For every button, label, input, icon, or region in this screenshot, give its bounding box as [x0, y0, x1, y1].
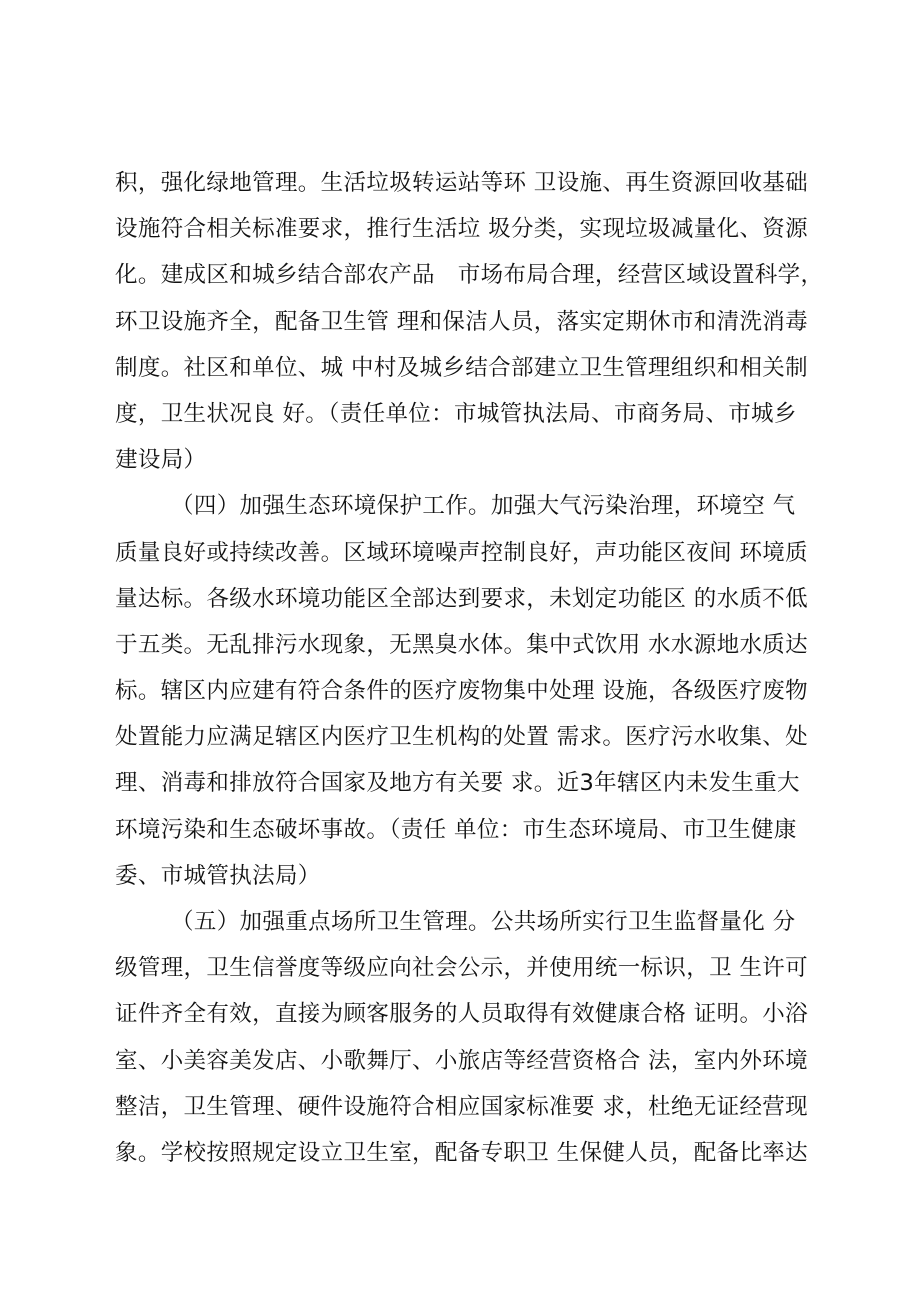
section-heading-line: （四）加强生态环境保护工作。加强大气污染治理，环境空 气	[171, 493, 796, 520]
text-line: 制度。社区和单位、城 中村及城乡结合部建立卫生管理组织和相关制	[115, 354, 809, 381]
body-text	[115, 160, 835, 1176]
section-heading-line: （五）加强重点场所卫生管理。公共场所实行卫生监督量化 分	[171, 909, 796, 935]
text-line: 理、消毒和排放符合国家及地方有关要 求。近3年辖区内未发生重大	[115, 770, 800, 797]
text-line: 积，强化绿地管理。生活垃圾转运站等环 卫设施、再生资源回收基础	[115, 170, 809, 196]
text-line: 建设局）	[115, 447, 207, 474]
text-line: 度，卫生状况良 好。（责任单位：市城管执法局、市商务局、市城乡	[115, 400, 797, 427]
text-line: 证件齐全有效，直接为顾客服务的人员取得有效健康合格 证明。小浴	[115, 1001, 809, 1028]
text-line: 环境污染和生态破坏事故。（责任 单位：市生态环境局、市卫生健康	[115, 816, 797, 843]
text-line: 于五类。无乱排污水现象，无黑臭水体。集中式饮用 水水源地水质达	[115, 631, 809, 658]
text-line: 处置能力应满足辖区内医疗卫生机构的处置 需求。医疗污水收集、处	[115, 724, 809, 751]
text-line: 设施符合相关标准要求，推行生活垃 圾分类，实现垃圾减量化、资源	[115, 216, 809, 243]
text-line: 环卫设施齐全，配备卫生管 理和保洁人员，落实定期休市和清洗消毒	[115, 308, 809, 335]
text-line: 质量良好或持续改善。区域环境噪声控制良好，声功能区夜间 环境质	[115, 539, 809, 566]
text-line: 委、市城管执法局）	[115, 862, 321, 889]
text-line: 级管理，卫生信誉度等级应向社会公示，并使用统一标识，卫 生许可	[115, 955, 809, 982]
text-line: 化。建成区和城乡结合部农产品 市场布局合理，经营区域设置科学，	[115, 262, 824, 289]
text-line: 整洁，卫生管理、硬件设施符合相应国家标准要 求，杜绝无证经营现	[115, 1093, 809, 1120]
text-line: 标。辖区内应建有符合条件的医疗废物集中处理 设施，各级医疗废物	[115, 678, 809, 705]
text-line: 量达标。各级水环境功能区全部达到要求，未划定功能区 的水质不低	[115, 585, 809, 612]
text-line: 象。学校按照规定设立卫生室，配备专职卫 生保健人员，配备比率达	[115, 1139, 809, 1166]
text-line: 室、小美容美发店、小歌舞厅、小旅店等经营资格合 法，室内外环境	[115, 1047, 809, 1074]
